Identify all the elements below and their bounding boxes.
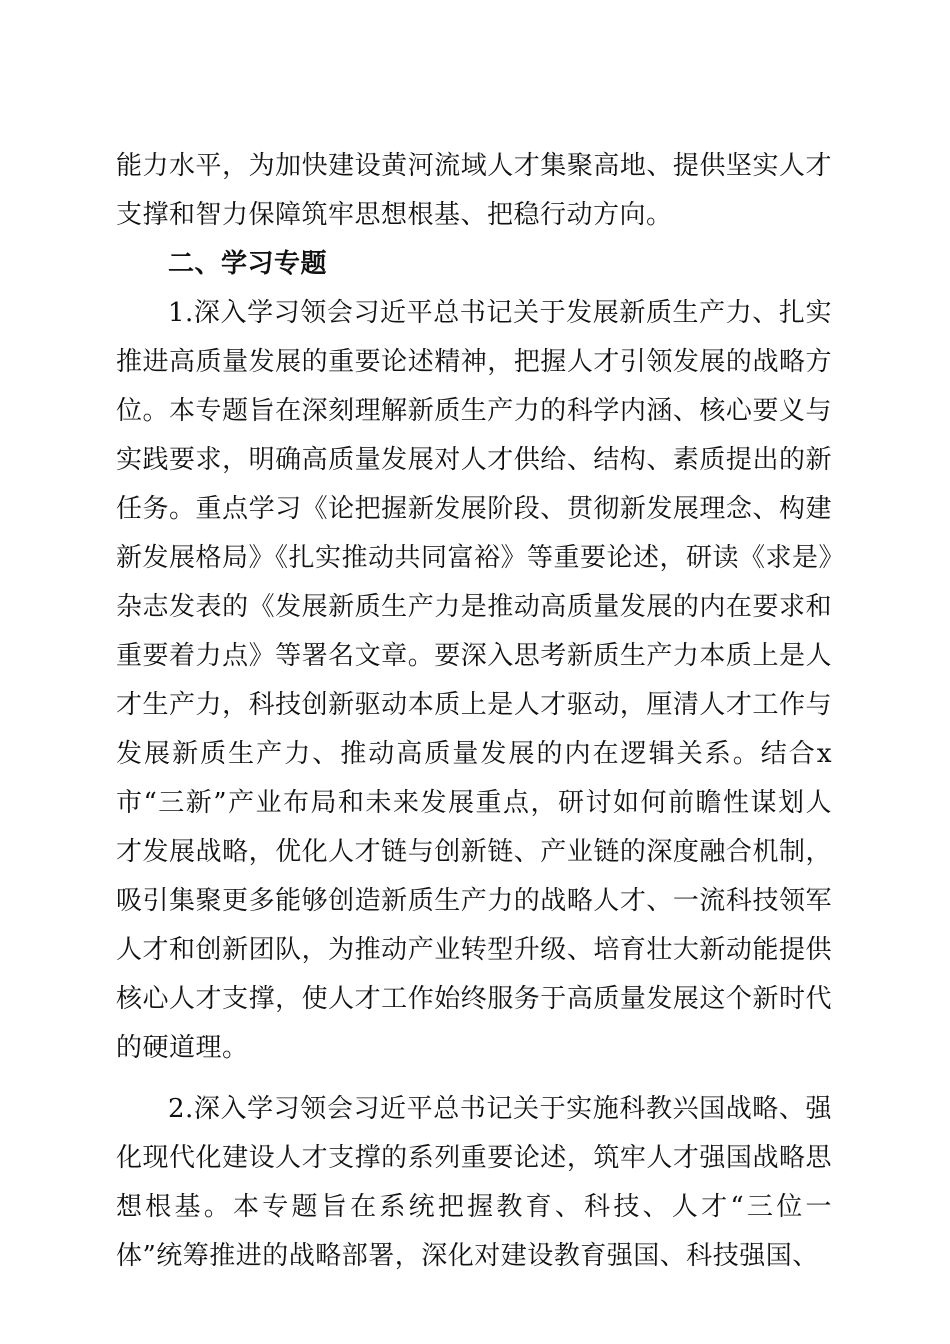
topic-paragraph-2: 2.深入学习领会习近平总书记关于实施科教兴国战略、强化现代化建设人才支撑的系列重要论述，筑牢人才强国战略思想根基。本专题旨在系统把握教育、科技、人才“三位一体”统筹推进的战略部署，深化对建设教育强国、科技强国、 (116, 1094, 832, 1271)
paragraph-gap (116, 1073, 832, 1085)
continuation-paragraph: 能力水平，为加快建设黄河流域人才集聚高地、提供坚实人才支撑和智力保障筑牢思想根基、把稳行动方向。 (116, 151, 832, 230)
topic-paragraph-1: 1.深入学习领会习近平总书记关于发展新质生产力、扎实推进高质量发展的重要论述精神，把握人才引领发展的战略方位。本专题旨在深刻理解新质生产力的科学内涵、核心要义与实践要求，明确高质量发展对人才供给、结构、素质提出的新任务。重点学习《论把握新发展阶段、贯彻新发展理念、构建新发展格局》《扎实推动共同富裕》等重要论述，研读《求是》杂志发表的《发展新质生产力是推动高质量发展的内在要求和重要着力点》等署名文章。要深入思考新质生产力本质上是人才生产力，科技创新驱动本质上是人才驱动，厘清人才工作与发展新质生产力、推动高质量发展的内在逻辑关系。结合x市“三新”产业布局和未来发展重点，研讨如何前瞻性谋划人才发展战略，优化人才链与创新链、产业链的深度融合机制，吸引集聚更多能够创造新质生产力的战略人才、一流科技领军人才和创新团队，为推动产业转型升级、培育壮大新动能提供核心人才支撑，使人才工作始终服务于高质量发展这个新时代的硬道理。 (116, 298, 833, 1063)
document-body (116, 142, 832, 1281)
section-heading: 二、学习专题 (168, 249, 328, 279)
